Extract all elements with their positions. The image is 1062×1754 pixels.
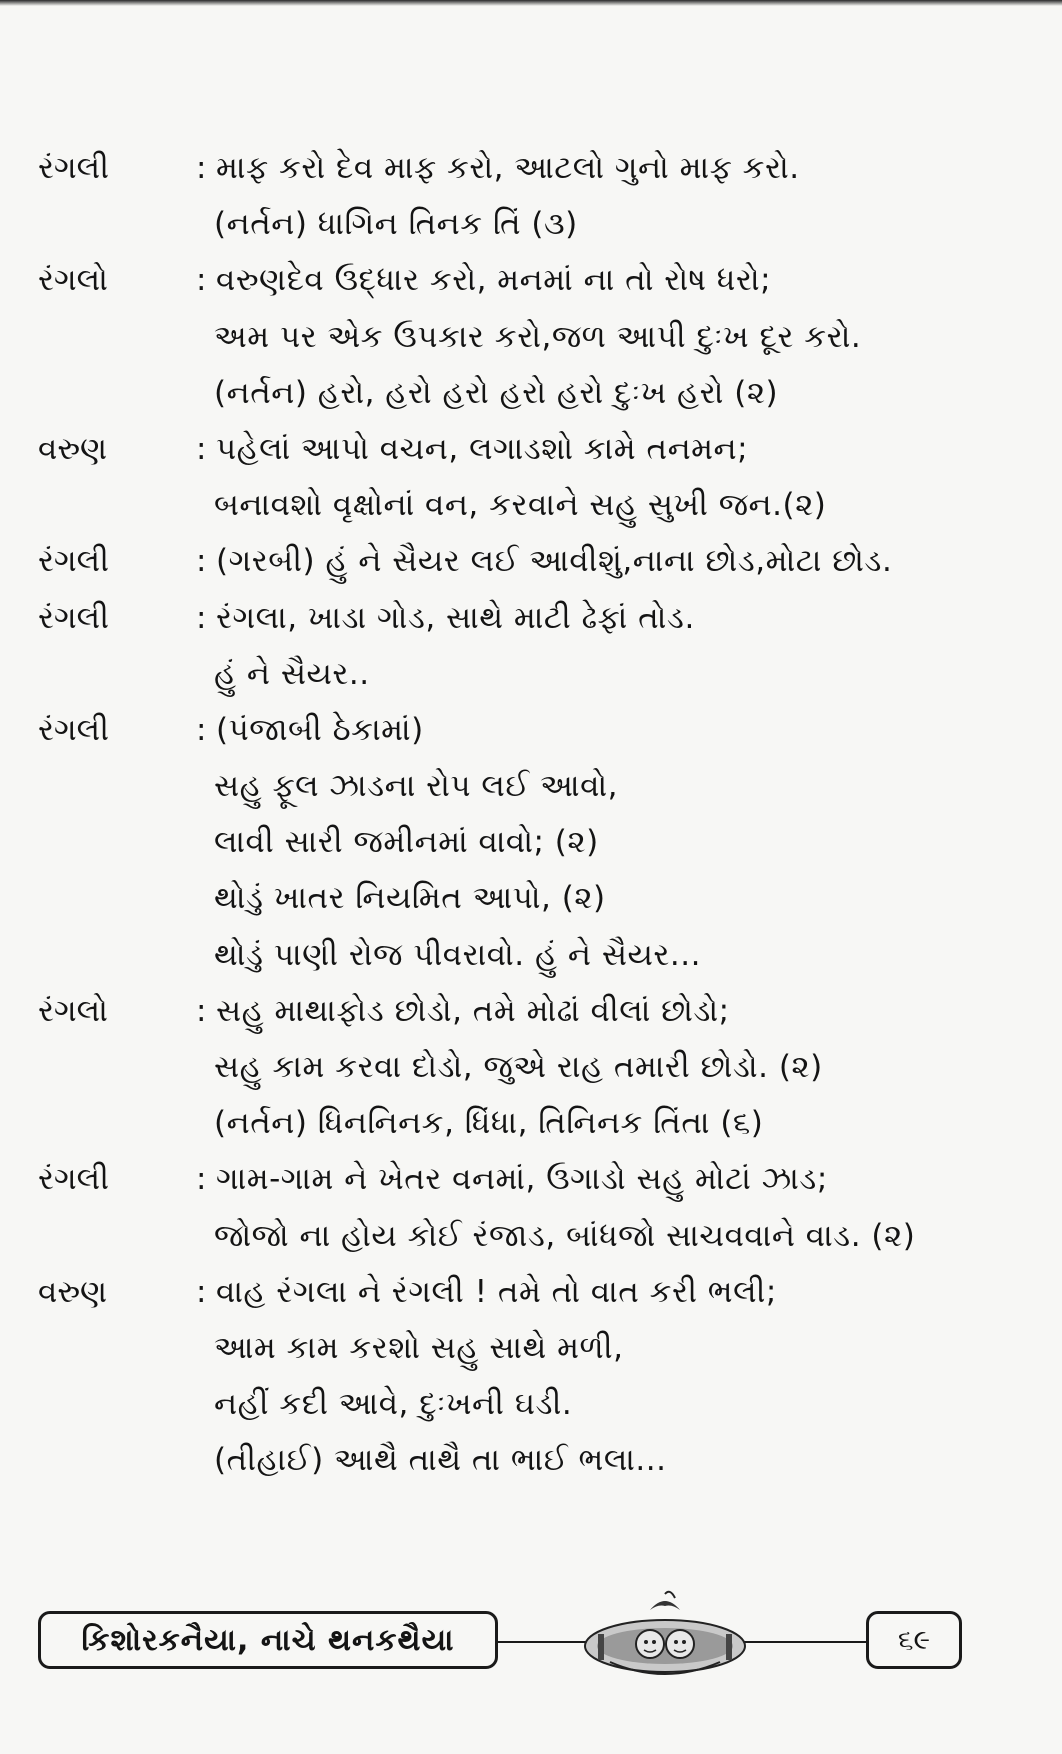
dialogue-text: નહીં કદી આવે, દુઃખની ઘડી.	[214, 1386, 573, 1423]
dialogue-line	[38, 1151, 1038, 1207]
dialogue-text: (નર્તન) હરો, હરો હરો હરો હરો દુઃખ હરો (૨)	[214, 374, 779, 411]
dialogue-line	[38, 421, 1038, 477]
dialogue-text: ગામ-ગામ ને ખેતર વનમાં, ઉગાડો સહુ મોટાં ઝાડ;	[216, 1161, 828, 1198]
dialogue-continuation-line	[38, 196, 1038, 252]
speaker-name: રંગલી	[38, 150, 109, 186]
dialogue-continuation-line	[38, 758, 1038, 814]
dialogue-text: (નર્તન) ધાગિન તિનક તિં (૩)	[214, 206, 578, 243]
speaker-colon: :	[196, 711, 207, 748]
speaker-name: રંગલી	[38, 711, 109, 748]
dialogue-continuation-line	[38, 309, 1038, 365]
dialogue-text: સહુ માથાફોડ છોડો, તમે મોઢાં વીલાં છોડો;	[216, 992, 730, 1029]
speaker-colon: :	[196, 543, 207, 580]
speaker-name: વરુણ	[38, 1273, 108, 1310]
speaker-name: રંગલી	[38, 543, 109, 580]
dialogue-text: માફ કરો દેવ માફ કરો, આટલો ગુનો માફ કરો.	[216, 150, 800, 186]
dialogue-text: (નર્તન) ધિનનિનક, ધિંધા, તિનિનક તિંતા (૬)	[214, 1105, 764, 1142]
dialogue-text: અમ પર એક ઉપકાર કરો,જળ આપી દુઃખ દૂર કરો.	[214, 318, 862, 355]
dialogue-continuation-line	[38, 1432, 1038, 1488]
dialogue-continuation-line	[38, 1208, 1038, 1264]
dialogue-continuation-line	[38, 477, 1038, 533]
page-footer	[0, 1590, 1062, 1690]
page-top-edge	[0, 0, 1062, 6]
speaker-colon: :	[196, 150, 207, 186]
dialogue-continuation-line	[38, 1320, 1038, 1376]
speaker-name: રંગલી	[38, 1161, 109, 1198]
book-title-box	[38, 1611, 498, 1669]
dialogue-continuation-line	[38, 927, 1038, 983]
dialogue-text: સહુ કામ કરવા દોડો, જુએ રાહ તમારી છોડો. (૨)	[214, 1049, 823, 1085]
dialogue-text: આમ કામ કરશો સહુ સાથે મળી,	[214, 1329, 624, 1366]
dialogue-line	[38, 252, 1038, 308]
dialogue-line	[38, 1264, 1038, 1320]
speaker-colon: :	[196, 1161, 207, 1198]
krishna-emblem-icon	[580, 1590, 750, 1690]
dialogue-text: જોજો ના હોય કોઈ રંજાડ, બાંધજો સાચવવાને વાડ. (૨)	[214, 1217, 916, 1254]
page-number: ૬૯	[897, 1623, 931, 1656]
dialogue-line	[38, 983, 1038, 1039]
dialogue-line	[38, 702, 1038, 758]
dialogue-text: વરુણદેવ ઉદ્ધાર કરો, મનમાં ના તો રોષ ધરો;	[216, 262, 772, 299]
dialogue-continuation-line	[38, 1095, 1038, 1151]
dialogue-text: લાવી સારી જમીનમાં વાવો; (૨)	[214, 824, 599, 861]
speaker-colon: :	[196, 992, 207, 1029]
dialogue-continuation-line	[38, 646, 1038, 702]
dialogue-text: થોડું ખાતર નિયમિત આપો, (૨)	[214, 880, 606, 917]
speaker-colon: :	[196, 430, 207, 467]
dialogue-text: થોડું પાણી રોજ પીવરાવો. હું ને સૈયર...	[214, 936, 701, 973]
page-number-box	[866, 1611, 962, 1669]
dialogue-continuation-line	[38, 1376, 1038, 1432]
dialogue-text: હું ને સૈયર..	[214, 655, 370, 692]
dialogue-continuation-line	[38, 1039, 1038, 1095]
speaker-colon: :	[196, 262, 207, 299]
dialogue-text: સહુ ફૂલ ઝાડના રોપ લઈ આવો,	[214, 768, 618, 805]
speaker-name: રંગલો	[38, 262, 108, 299]
dialogue-text: રંગલા, ખાડા ગોડ, સાથે માટી ઢેફાં તોડ.	[216, 599, 695, 636]
dialogue-text: (પંજાબી ઠેકામાં)	[216, 711, 424, 748]
speaker-colon: :	[196, 1273, 207, 1310]
dialogue-text: વાહ રંગલા ને રંગલી ! તમે તો વાત કરી ભલી;	[216, 1273, 777, 1310]
speaker-colon: :	[196, 599, 207, 636]
speaker-name: વરુણ	[38, 430, 108, 467]
dialogue-continuation-line	[38, 870, 1038, 926]
dialogue-line	[38, 590, 1038, 646]
dialogue-continuation-line	[38, 814, 1038, 870]
speaker-name: રંગલો	[38, 992, 108, 1029]
dialogue-text: (ગરબી) હું ને સૈયર લઈ આવીશું,નાના છોડ,મોટા છોડ.	[216, 543, 893, 580]
dialogue-line	[38, 533, 1038, 589]
dialogue-line	[38, 140, 1038, 196]
dialogue-text: (તીહાઈ) આથૈ તાથૈ તા ભાઈ ભલા...	[214, 1442, 667, 1479]
book-title: કિશોરકનૈયા, નાચે થનકથૈયા	[81, 1622, 455, 1658]
dialogue-continuation-line	[38, 365, 1038, 421]
script-dialogue	[38, 140, 1038, 1489]
dialogue-text: બનાવશો વૃક્ષોનાં વન, કરવાને સહુ સુખી જન.(૨)	[214, 487, 827, 524]
dialogue-text: પહેલાં આપો વચન, લગાડશો કામે તનમન;	[216, 430, 749, 467]
speaker-name: રંગલી	[38, 599, 109, 636]
